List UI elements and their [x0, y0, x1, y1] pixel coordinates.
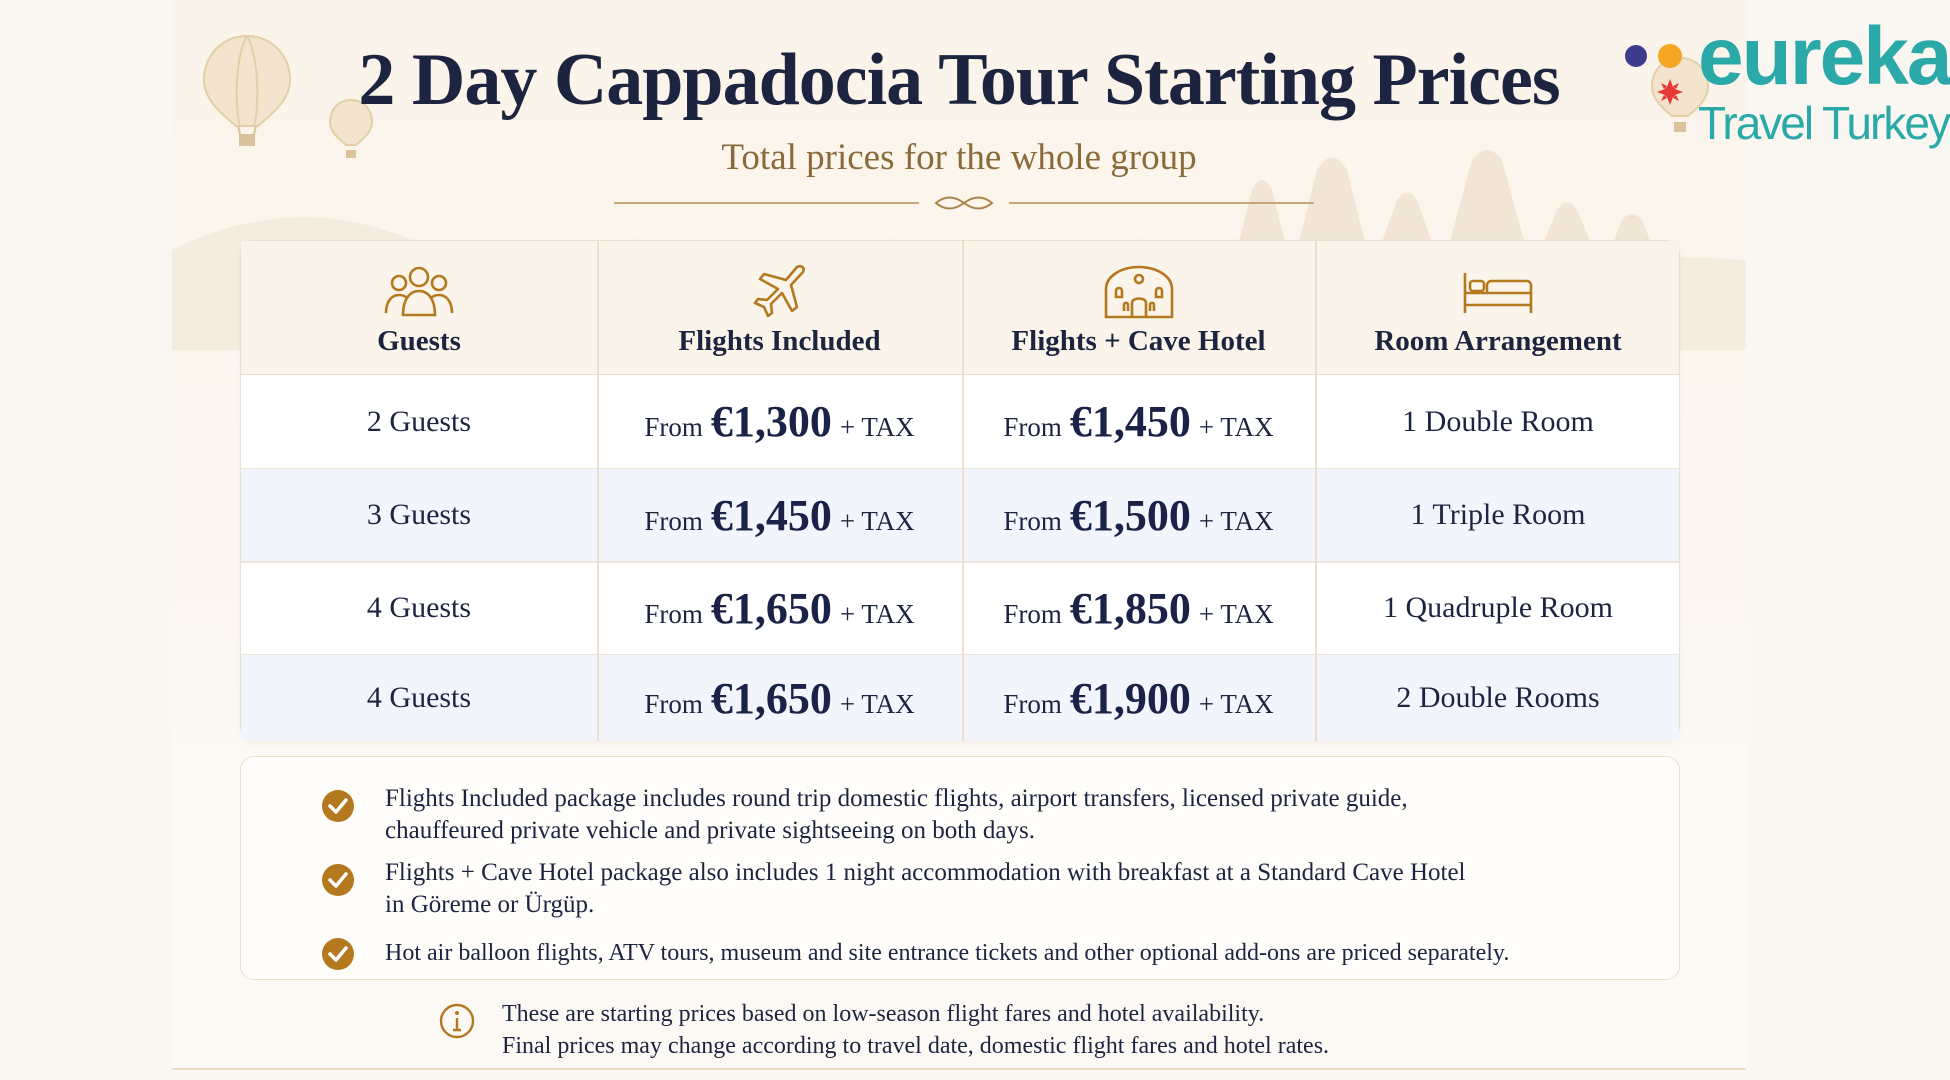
price-amount: €1,850: [1069, 583, 1191, 633]
guests-icon: [382, 263, 456, 319]
logo-tagline: Travel Turkey: [1698, 97, 1949, 149]
table-row: [241, 655, 1679, 741]
price-amount: €1,900: [1069, 673, 1191, 723]
flights-price-cell: [597, 469, 962, 561]
column-header-room: [1315, 241, 1681, 374]
logo-dots-icon: [1622, 32, 1694, 112]
check-circle-icon: [321, 789, 355, 823]
price-prefix: From: [644, 505, 703, 536]
hotel-price-cell: [962, 655, 1315, 741]
room-cell: 2 Double Rooms: [1396, 681, 1600, 714]
bottom-rule: [172, 1068, 1746, 1070]
price-amount: €1,650: [710, 673, 832, 723]
column-label: Flights + Cave Hotel: [1011, 325, 1266, 357]
price-amount: €1,500: [1069, 490, 1191, 540]
column-header-guests: [241, 241, 597, 374]
note-line: chauffeured private vehicle and private sightseeing on both days.: [385, 817, 1036, 844]
note-line: Flights Included package includes round trip domestic flights, airport transfers, licensed private guide,: [385, 785, 1408, 812]
airplane-icon: [743, 263, 817, 319]
price-prefix: From: [1003, 598, 1062, 629]
price-suffix: + TAX: [839, 412, 915, 442]
note-text: [385, 937, 1655, 969]
note-line: in Göreme or Ürgüp.: [385, 891, 595, 918]
bed-icon: [1461, 263, 1535, 319]
hotel-price-cell: [962, 562, 1315, 654]
ornament-divider: [614, 190, 1314, 216]
price-prefix: From: [644, 688, 703, 719]
column-label: Flights Included: [678, 325, 881, 357]
guests-cell: 4 Guests: [366, 681, 472, 714]
note-text: [385, 857, 1605, 921]
page-title: 2 Day Cappadocia Tour Starting Prices: [358, 39, 1560, 121]
price-amount: €1,450: [710, 490, 832, 540]
note-text: [385, 783, 1605, 847]
price-suffix: + TAX: [1198, 598, 1274, 629]
guests-cell: 3 Guests: [366, 498, 472, 531]
price-prefix: From: [644, 598, 703, 629]
package-notes: [240, 756, 1680, 980]
table-row: [241, 469, 1679, 561]
price-suffix: + TAX: [1198, 412, 1274, 442]
price-suffix: + TAX: [1198, 505, 1274, 536]
page-subtitle: Total prices for the whole group: [721, 137, 1197, 178]
info-icon: [438, 1002, 476, 1040]
hotel-price-cell: [962, 469, 1315, 561]
disclaimer-text: [502, 998, 1502, 1062]
check-circle-icon: [321, 937, 355, 971]
price-amount: €1,300: [710, 397, 832, 446]
price-disclaimer: [172, 994, 1746, 1064]
room-cell: 1 Triple Room: [1410, 498, 1586, 531]
flights-price-cell: [597, 562, 962, 654]
note-line: Hot air balloon flights, ATV tours, museum and site entrance tickets and other optional add-ons are priced separately.: [385, 940, 1510, 966]
price-suffix: + TAX: [1198, 688, 1274, 719]
table-header: [241, 241, 1679, 375]
flights-price-cell: [597, 655, 962, 741]
flights-price-cell: [597, 375, 962, 468]
disclaimer-line: Final prices may change according to travel date, domestic flight fares and hotel rates.: [502, 1033, 1330, 1059]
price-prefix: From: [1003, 412, 1062, 442]
table-row: [241, 562, 1679, 654]
column-divider: [1315, 375, 1317, 741]
price-table: [240, 240, 1680, 740]
column-divider: [962, 375, 964, 741]
column-label: Room Arrangement: [1374, 325, 1622, 357]
brand-logo: [1622, 11, 1950, 154]
price-suffix: + TAX: [839, 688, 915, 719]
guests-cell: 4 Guests: [366, 591, 472, 624]
price-prefix: From: [644, 412, 703, 442]
note-line: Flights + Cave Hotel package also includes 1 night accommodation with breakfast at a Standard Cave Hotel: [385, 859, 1466, 886]
price-prefix: From: [1003, 505, 1062, 536]
column-divider: [597, 375, 599, 741]
check-circle-icon: [321, 863, 355, 897]
table-row: [241, 375, 1679, 468]
room-cell: 1 Quadruple Room: [1383, 591, 1613, 624]
price-amount: €1,450: [1069, 397, 1191, 446]
logo-wordmark: eureka: [1698, 11, 1950, 102]
column-header-cave-hotel: [962, 241, 1315, 374]
column-header-flights: [597, 241, 962, 374]
room-cell: 1 Double Room: [1402, 404, 1594, 438]
price-sheet: [172, 0, 1746, 1068]
hotel-price-cell: [962, 375, 1315, 468]
price-amount: €1,650: [710, 583, 832, 633]
price-suffix: + TAX: [839, 598, 915, 629]
cave-hotel-icon: [1102, 263, 1176, 319]
disclaimer-line: These are starting prices based on low-season flight fares and hotel availability.: [502, 1001, 1265, 1027]
price-suffix: + TAX: [839, 505, 915, 536]
guests-cell: 2 Guests: [366, 404, 472, 438]
price-prefix: From: [1003, 688, 1062, 719]
column-label: Guests: [377, 325, 461, 357]
